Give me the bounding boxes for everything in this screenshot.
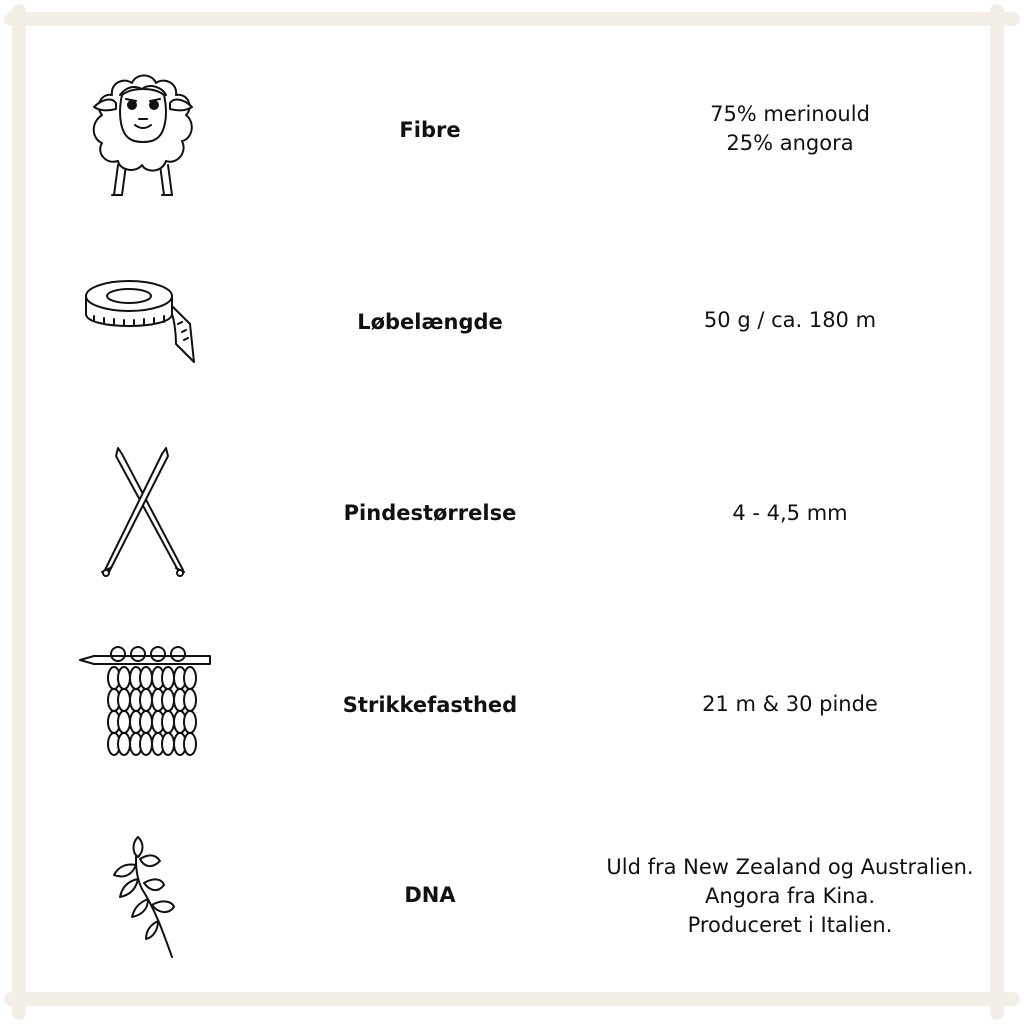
spec-row-pindestorrelse [0,442,1024,582]
leaf-branch-icon [72,825,212,965]
knitting-needles-icon [72,442,212,582]
spec-label: Strikkefasthed [342,693,518,717]
spec-label: DNA [404,883,456,907]
spec-value [590,100,990,158]
frame-border-bottom [4,992,1020,1006]
spec-row-dna [0,825,1024,965]
spec-label: Løbelængde [357,310,503,334]
spec-value-line: 75% merinould [710,102,870,126]
spec-value [590,499,990,528]
spec-value [590,690,990,719]
spec-value-line: 21 m & 30 pinde [702,692,878,716]
spec-value-line: 50 g / ca. 180 m [703,308,877,332]
sheep-icon [72,55,212,205]
spec-row-strikkefasthed [0,640,1024,770]
spec-row-fibre [0,55,1024,205]
spec-value-line: Uld fra New Zealand og Australien. [606,855,974,879]
spec-value-line: 4 - 4,5 mm [732,501,848,525]
spec-value [590,853,990,940]
spec-value-line: Produceret i Italien. [687,913,893,937]
spec-value-line: Angora fra Kina. [704,884,876,908]
knitted-swatch-icon [72,640,212,770]
spec-label: Fibre [399,118,461,142]
tape-measure-icon [72,270,212,370]
spec-row-lobelaengde [0,270,1024,370]
spec-value [590,306,990,335]
frame-border-top [4,12,1020,26]
spec-value-line: 25% angora [726,131,854,155]
spec-label: Pindestørrelse [343,501,517,525]
